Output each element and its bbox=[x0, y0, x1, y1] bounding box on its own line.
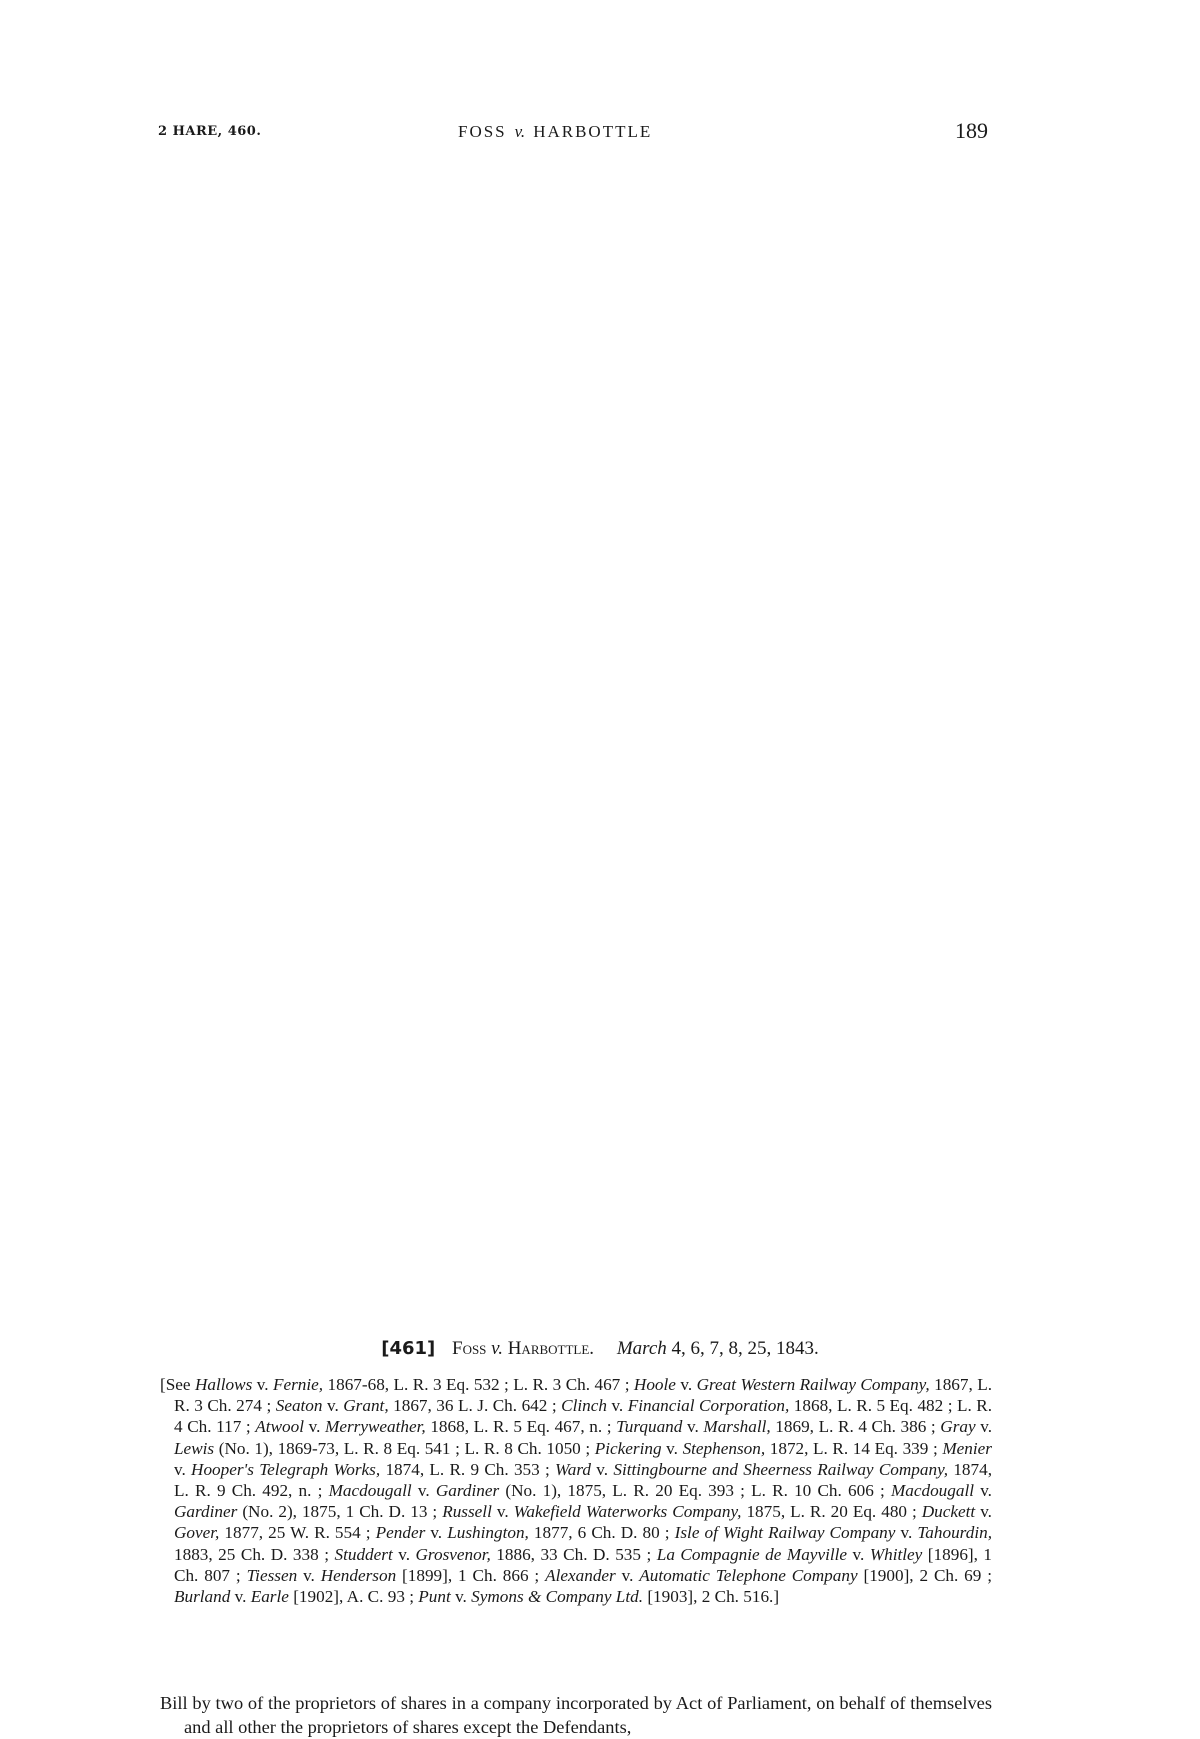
case-title bbox=[0, 1338, 1200, 1360]
case-name: Turquand bbox=[616, 1417, 683, 1437]
case-name: Gardiner bbox=[435, 1481, 500, 1501]
citation-text: v. bbox=[392, 1544, 416, 1564]
case-name: Atwool bbox=[255, 1417, 304, 1437]
running-title-party-b: HARBOTTLE bbox=[533, 122, 653, 141]
citation-text: v. bbox=[682, 1417, 704, 1437]
case-name: La Compagnie de Mayville bbox=[656, 1544, 848, 1564]
case-name: Gardiner bbox=[174, 1502, 238, 1522]
case-name: Henderson bbox=[320, 1565, 397, 1585]
case-name: Gray bbox=[940, 1417, 976, 1437]
running-title-party-a: FOSS bbox=[458, 122, 507, 141]
citation-text: 1868, L. R. 5 Eq. 482 ; L. R. 4 Ch. 117 ; bbox=[174, 1396, 993, 1437]
citation-text: [1900], 2 Ch. 69 ; bbox=[857, 1565, 993, 1585]
case-name: Symons & Company Ltd. bbox=[471, 1587, 644, 1607]
citation-text: [1902], A. C. 93 ; bbox=[288, 1587, 419, 1607]
case-name: Automatic Telephone Company bbox=[639, 1565, 858, 1585]
case-parties bbox=[452, 1338, 594, 1359]
case-name: Marshall, bbox=[703, 1417, 771, 1437]
case-name: Seaton bbox=[275, 1396, 323, 1416]
case-date-month: March bbox=[616, 1338, 667, 1359]
case-name: Grosvenor, bbox=[415, 1544, 491, 1564]
citation-text: 1886, 33 Ch. D. 535 ; bbox=[490, 1544, 657, 1564]
case-name: Clinch bbox=[561, 1396, 607, 1416]
citation-text: 1867, L. R. 3 Ch. 274 ; bbox=[174, 1375, 993, 1416]
case-name: Grant, bbox=[343, 1396, 389, 1416]
case-name: Lushington, bbox=[447, 1523, 529, 1543]
case-date-days: 4, 6, 7, 8, 25, 1843. bbox=[671, 1338, 819, 1359]
citation-text: v. bbox=[895, 1523, 918, 1543]
case-versus: v. bbox=[491, 1338, 503, 1359]
citation-text: v. bbox=[491, 1502, 514, 1522]
citation-text: v. bbox=[322, 1396, 344, 1416]
citation-text: v. bbox=[606, 1396, 628, 1416]
case-name: Hooper's Telegraph Works, bbox=[191, 1459, 381, 1479]
case-name: Alexander bbox=[545, 1565, 616, 1585]
case-name: Duckett bbox=[921, 1502, 976, 1522]
citation-text: (No. 1), 1869-73, L. R. 8 Eq. 541 ; L. R. 8 Ch. 1050 ; bbox=[214, 1438, 595, 1458]
citation-text: v. bbox=[174, 1459, 192, 1479]
citation-text: 1874, L. R. 9 Ch. 492, n. ; bbox=[174, 1459, 993, 1501]
bill-paragraph: Bill by two of the proprietors of shares in a company incorporated by Act of Parliament, on behalf of themselves and all other the proprietors of shares except the Defendants, bbox=[160, 1693, 992, 1737]
citation-text: v. bbox=[591, 1459, 614, 1479]
citation-text: 1877, 25 W. R. 554 ; bbox=[219, 1523, 376, 1543]
case-name: Great Western Railway Company, bbox=[696, 1375, 930, 1394]
citation-text: v. bbox=[411, 1481, 436, 1501]
case-name: Wakefield Waterworks Company, bbox=[513, 1502, 742, 1522]
case-name: Hoole bbox=[633, 1375, 676, 1394]
citation-text: v. bbox=[975, 1417, 993, 1437]
citation-text: v. bbox=[297, 1565, 321, 1585]
citations-paragraph bbox=[160, 1374, 992, 1607]
case-name: Isle of Wight Railway Company bbox=[674, 1523, 896, 1543]
case-name: Ward bbox=[555, 1459, 592, 1479]
case-name: Menier bbox=[942, 1438, 992, 1458]
case-name: Tiessen bbox=[246, 1565, 298, 1585]
party-a: Foss bbox=[452, 1338, 487, 1359]
case-name: Pickering bbox=[594, 1438, 662, 1458]
case-page-reference: [461] bbox=[381, 1338, 436, 1359]
case-name: Sittingbourne and Sheerness Railway Company, bbox=[613, 1459, 949, 1479]
case-name: Merryweather, bbox=[325, 1417, 426, 1437]
citation-text: (No. 2), 1875, 1 Ch. D. 13 ; bbox=[237, 1502, 443, 1522]
citation-text: [1896], 1 Ch. 807 ; bbox=[174, 1544, 993, 1585]
citation-text: v. bbox=[974, 1481, 992, 1501]
running-title bbox=[458, 122, 652, 142]
case-name: Studdert bbox=[334, 1544, 393, 1564]
case-name: Punt bbox=[418, 1587, 451, 1607]
citation-text: v. bbox=[450, 1587, 472, 1607]
case-date bbox=[617, 1338, 819, 1359]
case-name: Gover, bbox=[174, 1523, 220, 1543]
citation-text: 1875, L. R. 20 Eq. 480 ; bbox=[741, 1502, 922, 1522]
case-name: Burland bbox=[174, 1587, 231, 1607]
citation-text: v. bbox=[230, 1587, 251, 1607]
citation-text: 1883, 25 Ch. D. 338 ; bbox=[174, 1544, 335, 1564]
citation-text: 1874, L. R. 9 Ch. 353 ; bbox=[380, 1459, 556, 1479]
citation-text: [See bbox=[160, 1375, 195, 1394]
citation-text: 1867, 36 L. J. Ch. 642 ; bbox=[388, 1396, 562, 1416]
case-name: Fernie, bbox=[272, 1375, 324, 1394]
running-title-versus: v. bbox=[514, 122, 526, 141]
page-number: 189 bbox=[955, 118, 988, 143]
case-name: Hallows bbox=[194, 1375, 253, 1394]
case-name: Tahourdin, bbox=[917, 1523, 992, 1543]
case-name: Whitley bbox=[869, 1544, 923, 1564]
report-reference: 2 HARE, 460. bbox=[158, 124, 262, 139]
case-name: Russell bbox=[442, 1502, 492, 1522]
citation-text: 1877, 6 Ch. D. 80 ; bbox=[528, 1523, 675, 1543]
citation-text: 1868, L. R. 5 Eq. 467, n. ; bbox=[425, 1417, 617, 1437]
case-name: Stephenson, bbox=[682, 1438, 766, 1458]
citation-text: v. bbox=[615, 1565, 640, 1585]
case-name: Lewis bbox=[174, 1438, 215, 1458]
citation-text: 1867-68, L. R. 3 Eq. 532 ; L. R. 3 Ch. 467 ; bbox=[323, 1375, 634, 1394]
citation-text: v. bbox=[425, 1523, 448, 1543]
citation-text: (No. 1), 1875, L. R. 20 Eq. 393 ; L. R. 10 Ch. 606 ; bbox=[499, 1481, 891, 1501]
citation-text: [1899], 1 Ch. 866 ; bbox=[396, 1565, 546, 1585]
citation-text: [1903], 2 Ch. 516.] bbox=[643, 1587, 780, 1607]
citation-text: v. bbox=[975, 1502, 992, 1522]
running-head bbox=[158, 118, 988, 148]
citation-text: v. bbox=[252, 1375, 273, 1394]
citation-text: 1869, L. R. 4 Ch. 386 ; bbox=[770, 1417, 941, 1437]
citation-text: v. bbox=[675, 1375, 697, 1394]
party-b: Harbottle. bbox=[507, 1338, 595, 1359]
case-name: Earle bbox=[250, 1587, 289, 1607]
case-name: Macdougall bbox=[328, 1481, 412, 1501]
case-name: Pender bbox=[375, 1523, 426, 1543]
citation-text: 1872, L. R. 14 Eq. 339 ; bbox=[765, 1438, 943, 1458]
citation-text: v. bbox=[847, 1544, 870, 1564]
citation-text: v. bbox=[304, 1417, 325, 1437]
case-name: Financial Corporation, bbox=[627, 1396, 790, 1416]
citation-text: v. bbox=[661, 1438, 683, 1458]
case-name: Macdougall bbox=[890, 1481, 975, 1501]
